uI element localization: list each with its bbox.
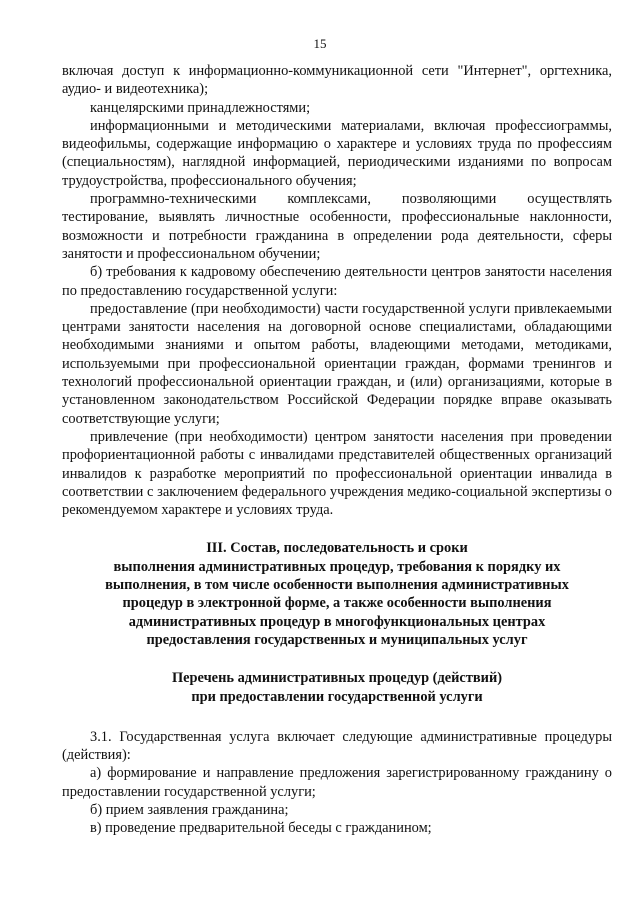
section-heading-line: выполнения административных процедур, требования к порядку их	[113, 558, 561, 575]
page-number: 15	[313, 36, 327, 51]
subheading-line: Перечень административных процедур (действий)	[171, 670, 503, 687]
section-heading-line: предоставления государственных и муниципальных услуг	[146, 631, 528, 648]
section-heading-line: административных процедур в многофункциональных центрах	[128, 613, 546, 630]
paragraph: б) требования к кадровому обеспечению деятельности центров занятости населения по предоставлению государственной услуги:	[62, 264, 612, 299]
paragraph: канцелярскими принадлежностями;	[90, 99, 311, 116]
subheading-line: при предоставлении государственной услуги	[191, 688, 483, 705]
subheading	[62, 669, 612, 706]
paragraph: 3.1. Государственная услуга включает следующие административные процедуры (действия):	[62, 728, 612, 764]
paragraph: включая доступ к информационно-коммуникационной сети "Интернет", оргтехника, аудио- и видеотехника);	[62, 63, 612, 98]
section-heading-line: III. Состав, последовательность и сроки	[206, 540, 468, 557]
section-heading-line: выполнения, в том числе особенности выполнения административных	[105, 577, 569, 594]
section-heading-line: процедур в электронной форме, а также особенности выполнения	[122, 595, 552, 612]
procedures-list	[62, 728, 612, 838]
list-item: а) формирование и направление предложения зарегистрированному гражданину о предоставлении государственной услуги;	[62, 765, 612, 800]
list-item: б) прием заявления гражданина;	[90, 801, 289, 818]
section-heading	[62, 539, 612, 649]
paragraph: информационными и методическими материалами, включая профессиограммы, видеофильмы, содержащие информацию о характере и условиях труда по профессиям (специальностям), наглядной информацией, периодическими изданиями по вопросам трудоустройства, профессионального обучения;	[62, 117, 612, 189]
paragraph: программно-техническими комплексами, позволяющими осуществлять тестирование, выявлять личностные особенности, профессиональные наклонности, возможности и потребности гражданина в определении рода деятельности, сферы занятости и профессиональном обучении;	[62, 191, 612, 262]
document-body	[62, 62, 612, 838]
paragraph: предоставление (при необходимости) части государственной услуги привлекаемыми центрами занятости населения на договорной основе специалистами, обладающими необходимыми знаниями и опытом работы, владеющими методами, методиками, используемыми при профессиональной ориентации граждан, формами тренингов и технологий профессиональной ориентации граждан, и (или) организациями, которые в установленном законодательством Российской Федерации порядке вправе оказывать соответствующие услуги;	[62, 300, 612, 427]
list-item: в) проведение предварительной беседы с гражданином;	[90, 820, 432, 837]
paragraph: привлечение (при необходимости) центром занятости населения при проведении профориентационной работы с инвалидами представителей общественных организаций инвалидов к разработке мероприятий по профессиональной ориентации инвалида в соответствии с заключением федерального учреждения медико-социальной экспертизы о рекомендуемом характере и условиях труда.	[62, 428, 612, 519]
